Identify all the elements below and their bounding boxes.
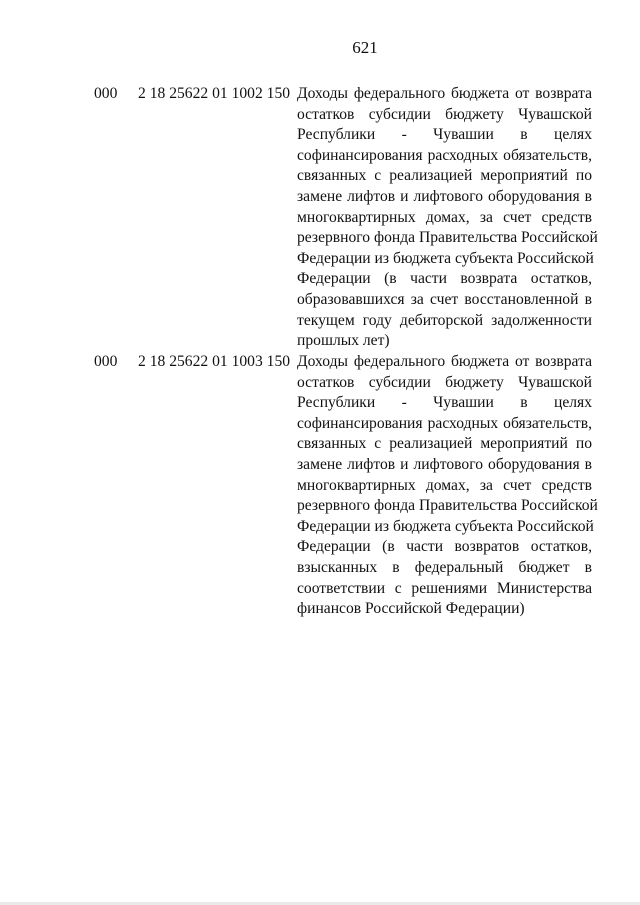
- description-line: резервного фонда Правительства Российской: [297, 229, 598, 247]
- description-line: связанных с реализацией мероприятий по: [297, 435, 592, 453]
- description-line: финансов Российской Федерации): [297, 600, 525, 618]
- description-line: Федерации из бюджета субъекта Российской: [297, 517, 594, 535]
- description-line: софинансирования расходных обязательств,: [297, 414, 592, 432]
- page-number: 621: [352, 38, 378, 57]
- description-line: образовавшихся за счет восстановленной в: [297, 290, 592, 308]
- description-line: замене лифтов и лифтового оборудования в: [297, 187, 592, 205]
- admin-code: 000: [94, 85, 118, 102]
- description-line: Доходы федерального бюджета от возврата: [297, 85, 592, 102]
- description-line: Доходы федерального бюджета от возврата: [297, 353, 592, 370]
- description-line: многоквартирных домах, за счет средств: [297, 476, 592, 494]
- description-line: соответствии с решениями Министерства: [297, 579, 592, 597]
- classification-code: 2 18 25622 01 1002 150: [138, 85, 291, 102]
- description-line: Федерации из бюджета субъекта Российской: [297, 249, 594, 267]
- description-line: связанных с реализацией мероприятий по: [297, 167, 592, 185]
- description-line: Федерации (в части возвратов остатков,: [297, 538, 592, 556]
- description-line: Республики - Чувашии в целях: [297, 394, 592, 412]
- entry-description: [297, 352, 598, 620]
- description-line: многоквартирных домах, за счет средств: [297, 208, 592, 226]
- admin-code: 000: [94, 353, 118, 370]
- description-line: софинансирования расходных обязательств,: [297, 146, 592, 164]
- description-line: остатков субсидии бюджету Чувашской: [297, 105, 592, 123]
- entry-description: [297, 84, 598, 352]
- description-line: взысканных в федеральный бюджет в: [297, 558, 592, 576]
- description-line: остатков субсидии бюджету Чувашской: [297, 373, 592, 391]
- description-line: Республики - Чувашии в целях: [297, 126, 592, 144]
- classification-code: 2 18 25622 01 1003 150: [138, 353, 291, 370]
- description-line: Федерации (в части возврата остатков,: [297, 270, 592, 288]
- description-line: замене лифтов и лифтового оборудования в: [297, 455, 592, 473]
- description-line: текущем году дебиторской задолженности: [297, 311, 592, 329]
- description-line: прошлых лет): [297, 332, 390, 350]
- description-line: резервного фонда Правительства Российской: [297, 497, 598, 515]
